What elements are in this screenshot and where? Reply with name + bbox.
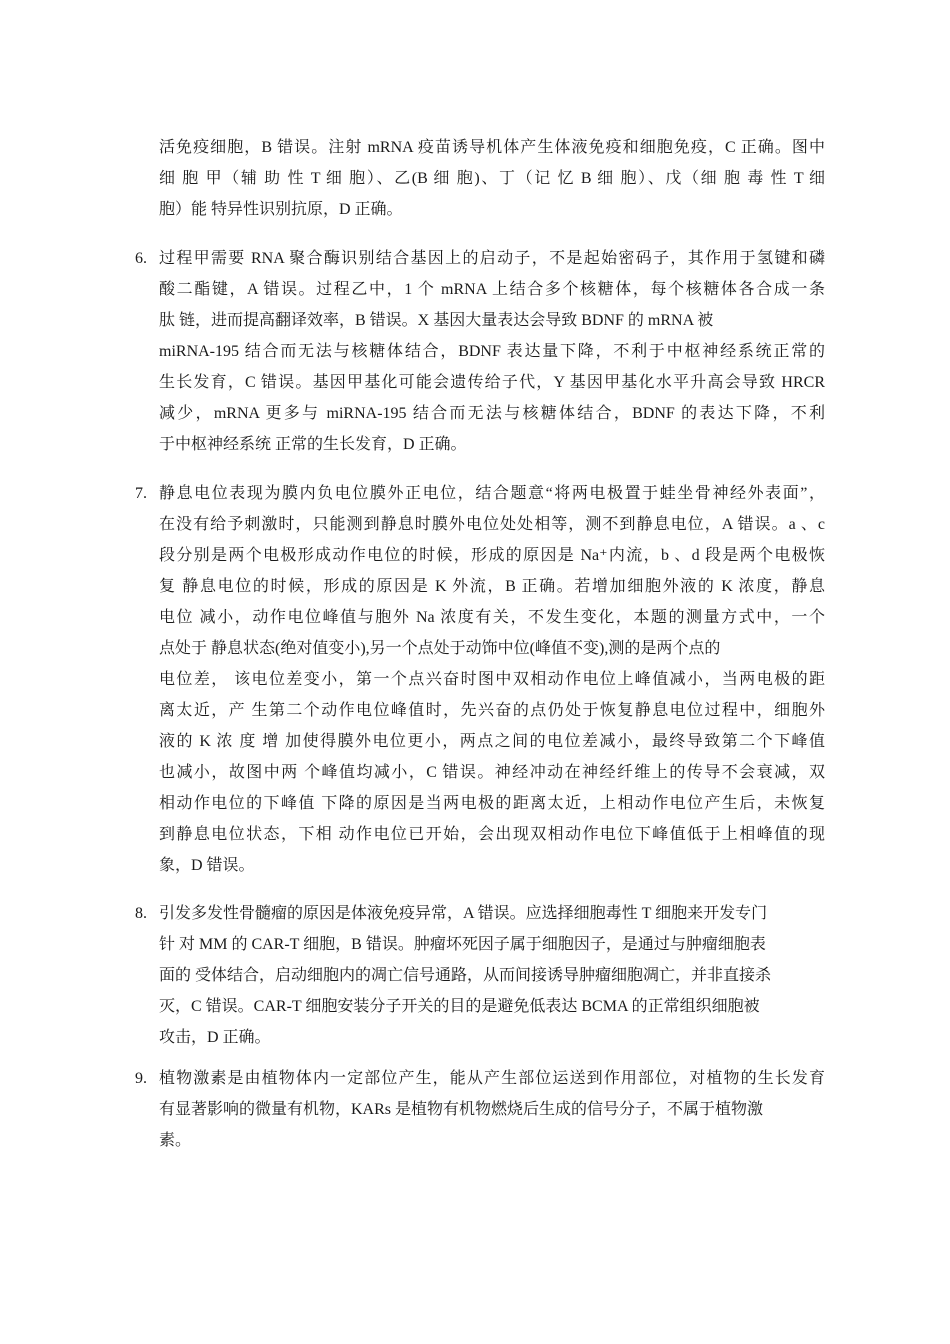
text-line: 相动作电位的下峰值 下降的原因是当两电极的距离太近，上相动作电位产生后，未恢复 [159,795,825,812]
text-line: 于中枢神经系统 正常的生长发育，D 正确。 [159,436,467,453]
text-line: 到静息电位状态，下相 动作电位已开始，会出现双相动作电位下峰值低于上相峰值的现 [159,826,825,843]
text-line: 电位 减小，动作电位峰值与胞外 Na 浓度有关，不发生变化，本题的测量方式中，一个 [159,609,825,626]
paragraph-lines [159,478,825,881]
text-line: 象，D 错误。 [159,857,255,874]
text-line: 电位差， 该电位差变小，第一个点兴奋时图中双相动作电位上峰值减小，当两电极的距 [159,671,825,688]
text-line: 素。 [159,1132,192,1149]
text-line: 有显著影响的微量有机物，KARs 是植物有机物燃烧后生成的信号分子，不属于植物激 [159,1101,764,1118]
item-number: 8. [135,905,147,922]
text-line: miRNA-195 结合而无法与核糖体结合，BDNF 表达量下降，不利于中枢神经系统正常的 [159,343,825,360]
text-line: 过程甲需要 RNA 聚合酶识别结合基因上的启动子，不是起始密码子，其作用于氢键和磷 [159,250,825,267]
paragraph-lines [159,243,825,460]
text-line: 酸二酯键，A 错误。过程乙中，1 个 mRNA 上结合多个核糖体，每个核糖体各合成一条 [159,281,825,298]
text-line: 植物激素是由植物体内一定部位产生，能从产生部位运送到作用部位，对植物的生长发育 [159,1070,825,1087]
text-line: 灭，C 错误。CAR-T 细胞安装分子开关的目的是避免低表达 BCMA 的正常组织细胞被 [159,998,760,1015]
text-line: 针 对 MM 的 CAR-T 细胞，B 错误。肿瘤坏死因子属于细胞因子，是通过与肿瘤细胞表 [159,936,766,953]
text-line: 离太近，产 生第二个动作电位峰值时，先兴奋的点仍处于恢复静息电位过程中，细胞外 [159,702,825,719]
text-line: 引发多发性骨髓瘤的原因是体液免疫异常，A 错误。应选择细胞毒性 T 细胞来开发专门 [159,905,768,922]
paragraph-lines [159,898,825,1053]
paragraph-lines [159,1063,825,1156]
text-line: 液的 K 浓 度 增 加使得膜外电位更小，两点之间的电位差减小，最终导致第二个下峰值 [159,733,825,750]
text-line: 点处于 静息状态(绝对值变小),另一个点处于动饰中位(峰值不变),测的是两个点的 [159,640,721,657]
text-line: 在没有给予刺激时，只能测到静息时膜外电位处处相等，测不到静息电位，A 错误。a 、c [159,516,825,533]
text-line: 攻击，D 正确。 [159,1029,271,1046]
text-line: 段分别是两个电极形成动作电位的时候，形成的原因是 Na⁺内流，b 、d 段是两个电极恢 [159,547,825,564]
text-line: 面的 受体结合，启动细胞内的凋亡信号通路，从而间接诱导肿瘤细胞凋亡，并非直接杀 [159,967,772,984]
text-line: 减少，mRNA 更多与 miRNA-195 结合而无法与核糖体结合，BDNF 的表达下降，不利 [159,405,825,422]
text-line: 生长发育，C 错误。基因甲基化可能会遗传给子代，Y 基因甲基化水平升高会导致 HRCR [159,374,825,391]
text-line: 胞）能 特异性识别抗原，D 正确。 [159,201,403,218]
item-number: 6. [135,250,147,267]
text-line: 活免疫细胞，B 错误。注射 mRNA 疫苗诱导机体产生体液免疫和细胞免疫，C 正确。图中 [159,139,825,156]
text-line: 静息电位表现为膜内负电位膜外正电位，结合题意“将两电极置于蛙坐骨神经外表面”， [159,485,825,502]
text-line: 肽 链，进而提高翻译效率，B 错误。X 基因大量表达会导致 BDNF 的 mRNA 被 [159,312,714,329]
text-line: 细 胞 甲（辅 助 性 T 细 胞）、乙(B 细 胞)、丁（记 忆 B 细 胞）、戊（细 胞 毒 性 T 细 [159,170,825,187]
paragraph-lines [159,132,825,225]
text-line: 复 静息电位的时候，形成的原因是 K 外流，B 正确。若增加细胞外液的 K 浓度，静息 [159,578,825,595]
item-number: 7. [135,485,147,502]
item-number: 9. [135,1070,147,1087]
text-line: 也减小，故图中两 个峰值均减小，C 错误。神经冲动在神经纤维上的传导不会衰减，双 [159,764,825,781]
